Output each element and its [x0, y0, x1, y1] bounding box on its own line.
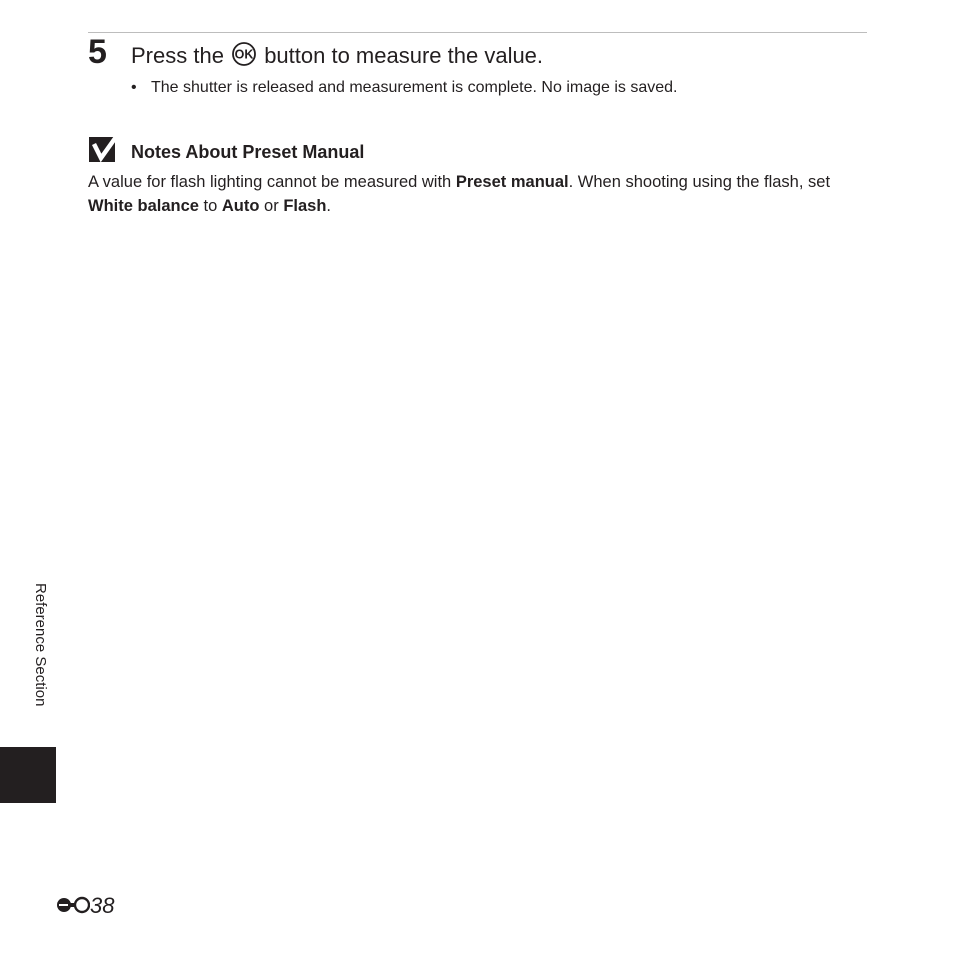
section-tab-marker — [0, 747, 56, 803]
step-text-after: button to measure the value. — [264, 43, 544, 68]
note-term-preset-manual: Preset manual — [455, 173, 569, 191]
side-section-label: Reference Section — [32, 583, 49, 707]
bullet-dot: • — [131, 79, 137, 96]
note-term-white-balance: White balance — [88, 197, 199, 215]
ok-button-icon — [232, 42, 256, 66]
note-term-flash: Flash — [283, 197, 327, 215]
step-number: 5 — [88, 33, 107, 71]
note-text: to — [198, 197, 222, 215]
note-text: . When shooting using the flash, set — [568, 173, 831, 191]
page-footer — [56, 892, 114, 920]
page-number: 38 — [90, 893, 115, 918]
step-text-before: Press the — [131, 43, 224, 68]
step-instruction — [131, 42, 543, 70]
note-text: . — [326, 197, 332, 215]
note-term-auto: Auto — [221, 197, 260, 215]
bullet-item — [131, 77, 677, 99]
reference-section-icon — [56, 894, 90, 916]
note-body — [88, 170, 878, 218]
note-text: A value for flash lighting cannot be measured with — [88, 173, 456, 191]
top-rule — [88, 32, 867, 33]
note-text: or — [259, 197, 284, 215]
bullet-text: The shutter is released and measurement is complete. No image is saved. — [151, 79, 678, 96]
svg-text:OK: OK — [234, 47, 254, 62]
note-title: Notes About Preset Manual — [131, 142, 365, 162]
check-note-icon — [89, 136, 119, 163]
